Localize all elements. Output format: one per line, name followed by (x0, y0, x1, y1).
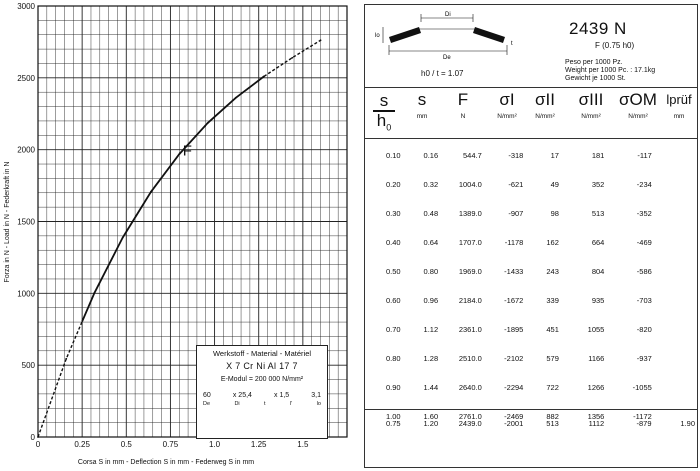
cell-sigma-om: -703 (636, 296, 652, 305)
x-tick-label: 0.5 (120, 440, 132, 449)
table-row (365, 286, 697, 315)
footer-divider (365, 409, 697, 410)
cell-s: 1.20 (423, 418, 439, 428)
cell-s-h0: 0.40 (385, 238, 401, 247)
cell-sigma-om: -879 (636, 418, 652, 428)
col-sym-sigma-3: σIII (578, 90, 604, 109)
col-head-s (409, 91, 435, 137)
dim-lo: 3,1 (311, 392, 321, 400)
dim-label-de: De (203, 401, 211, 408)
col-sym-l-pruef: lprüf (666, 92, 692, 107)
cell-sigma-om: -820 (636, 325, 652, 334)
cell-sigma-3: 1112 (588, 418, 605, 428)
data-point (122, 237, 124, 239)
y-axis-label: Forza in N - Load in N - Federkraft in N (4, 161, 11, 283)
cell-sigma-1: -907 (508, 209, 524, 218)
material-modulus: E-Modul = 200 000 N/mm² (220, 375, 304, 383)
cell-sigma-2: 243 (546, 267, 559, 276)
table-row (365, 228, 697, 257)
cell-s-h0: 0.20 (385, 180, 401, 189)
dim-label-lo: lo (316, 401, 321, 408)
cell-sigma-2: 513 (546, 418, 559, 428)
cell-s: 1.60 (423, 412, 439, 421)
y-tick-label: 3000 (17, 2, 35, 11)
cell-f: 2361.0 (458, 325, 482, 334)
data-point (178, 153, 180, 155)
cell-sigma-2: 98 (550, 209, 559, 218)
cell-sigma-1: -318 (508, 151, 524, 160)
cell-l-pruef (654, 170, 697, 199)
cell-f: 1969.0 (458, 267, 482, 276)
cell-l-pruef (654, 141, 697, 170)
data-table-panel (364, 4, 698, 468)
cell-sigma-om: -937 (636, 354, 652, 363)
col-unit-f: N (460, 113, 466, 120)
col-sym-sigma-1: σI (499, 90, 515, 109)
material-dim-labels (197, 401, 327, 408)
cell-s: 1.28 (423, 354, 439, 363)
x-tick-label: 1.5 (297, 440, 309, 449)
material-name: X 7 Cr Ni Al 17 7 (226, 361, 298, 372)
cell-l-pruef (654, 199, 697, 228)
cell-sigma-1: -621 (508, 180, 524, 189)
cell-f: 2640.0 (458, 383, 482, 392)
cell-f: 2761.0 (458, 412, 482, 421)
cell-sigma-1: -1672 (504, 296, 524, 305)
col-head-sigma-2 (527, 91, 563, 137)
cell-sigma-3: 513 (591, 209, 605, 218)
data-point (263, 75, 265, 77)
cell-sigma-3: 1266 (587, 383, 605, 392)
cell-l-pruef (654, 344, 697, 373)
col-unit-l-pruef: mm (673, 113, 685, 120)
dim-label-l: l' (289, 401, 293, 408)
col-head-l-pruef (663, 91, 695, 137)
cell-s-h0: 1.00 (385, 412, 401, 421)
cell-sigma-1: -1895 (504, 325, 524, 334)
results-table (365, 141, 697, 431)
data-point (235, 97, 237, 99)
cell-s: 1.12 (423, 325, 439, 334)
cell-sigma-om: -586 (636, 267, 652, 276)
cell-sigma-om: -469 (636, 238, 652, 247)
diagram-label-lo: lo (375, 33, 380, 39)
cell-f: 1389.0 (458, 209, 482, 218)
cell-sigma-om: -1055 (632, 383, 652, 392)
data-point (207, 122, 209, 124)
cell-sigma-om: -234 (636, 180, 652, 189)
cell-sigma-1: -2294 (504, 383, 524, 392)
cell-s: 0.80 (423, 267, 439, 276)
nominal-row-table (365, 411, 697, 435)
cell-s-h0: 0.30 (385, 209, 401, 218)
cell-sigma-3: 1055 (587, 325, 605, 334)
cell-f: 1004.0 (458, 180, 482, 189)
cell-s-h0: 0.10 (385, 151, 401, 160)
cell-l-pruef (654, 257, 697, 286)
x-tick-label: 0 (35, 440, 41, 449)
height-ratio: h0 / t = 1.07 (421, 69, 464, 78)
weight-line-en: Weight per 1000 Pc. : 17.1kg (565, 67, 656, 75)
table-row (365, 170, 697, 199)
cell-sigma-2: 17 (550, 151, 559, 160)
y-tick-labels (17, 2, 35, 442)
cell-s: 0.64 (423, 238, 439, 247)
cell-s: 0.16 (423, 151, 439, 160)
cell-s-h0: 0.90 (385, 383, 401, 392)
cell-sigma-1: -2469 (504, 412, 524, 421)
cell-f: 2510.0 (458, 354, 482, 363)
cell-sigma-3: 804 (591, 267, 605, 276)
data-point (320, 39, 322, 41)
cell-sigma-2: 49 (550, 180, 559, 189)
x-axis-label: Corsa S in mm - Deflection S in mm - Federweg S in mm (77, 459, 255, 466)
header-divider (365, 138, 697, 139)
cell-sigma-2: 339 (546, 296, 559, 305)
cell-l-pruef (654, 228, 697, 257)
cell-sigma-3: 352 (591, 180, 605, 189)
x-tick-label: 1.0 (209, 440, 221, 449)
cell-l-pruef (654, 373, 697, 402)
weights (565, 59, 655, 83)
cell-sigma-2: 882 (546, 412, 559, 421)
dim-di: x 25,4 (232, 392, 252, 400)
data-point (94, 292, 96, 294)
material-title: Werkstoff - Material - Matériel (212, 349, 312, 358)
dim-t: x 1,5 (274, 392, 290, 400)
cell-l-pruef: 1.90 (680, 418, 695, 428)
material-box (196, 345, 328, 439)
dim-de: 60 (203, 392, 211, 400)
cell-s-h0: 0.50 (385, 267, 401, 276)
cell-sigma-2: 722 (546, 383, 559, 392)
y-tick-label: 500 (21, 361, 35, 371)
cell-s-h0: 0.70 (385, 325, 401, 334)
cell-f: 544.7 (462, 151, 482, 160)
col-head-sigma-om (617, 91, 659, 137)
data-point (37, 436, 39, 438)
cell-l-pruef (654, 315, 697, 344)
diagram-label-de: De (443, 55, 451, 61)
col-unit-s: mm (416, 113, 428, 120)
cell-sigma-om: -352 (636, 209, 652, 218)
y-tick-label: 1500 (17, 217, 35, 227)
weight-line-de: Gewicht je 1000 St. (565, 75, 626, 83)
cell-s: 0.48 (423, 209, 439, 218)
dim-label-t: t (264, 401, 266, 408)
table-row-nominal (365, 411, 697, 435)
material-dims (197, 392, 327, 401)
cell-s-h0: 0.60 (385, 296, 401, 305)
cell-sigma-3: 181 (591, 151, 605, 160)
col-sym-sigma-2: σII (535, 90, 555, 109)
col-unit-sigma-2: N/mm² (535, 113, 555, 120)
spring-section-diagram (371, 9, 521, 69)
col-sym-sigma-om: σOM (619, 90, 657, 109)
series-line-f (82, 76, 264, 321)
cell-sigma-3: 935 (591, 296, 605, 305)
series-line-f-dashed-low (38, 322, 82, 437)
col-head-f (449, 91, 477, 137)
x-tick-label: 0.25 (74, 440, 90, 449)
cell-sigma-1: -2102 (504, 354, 524, 363)
cell-s: 1.44 (423, 383, 439, 392)
cell-sigma-2: 579 (546, 354, 559, 363)
data-point (150, 191, 152, 193)
table-row (365, 199, 697, 228)
col-sym-f: F (457, 90, 469, 109)
data-point (291, 57, 293, 59)
table-row (365, 315, 697, 344)
diagram-label-di: Di (445, 12, 451, 18)
col-unit-sigma-3: N/mm² (581, 113, 601, 120)
cell-sigma-3: 1166 (588, 354, 605, 363)
cell-s-h0: 0.75 (385, 418, 401, 428)
cell-sigma-2: 162 (546, 238, 559, 247)
col-sym-s: s (417, 90, 427, 109)
force-value: 2439 N (569, 19, 627, 38)
cell-sigma-1: -2001 (504, 418, 524, 428)
cell-s: 0.32 (423, 180, 439, 189)
table-row (365, 141, 697, 170)
cell-f: 1707.0 (458, 238, 482, 247)
col-unit-sigma-om: N/mm² (628, 113, 648, 120)
x-tick-label: 0.75 (162, 440, 179, 449)
cell-sigma-2: 451 (546, 325, 559, 334)
cell-sigma-1: -1433 (504, 267, 524, 276)
x-tick-label: 1.25 (250, 440, 267, 449)
cell-s-h0: 0.80 (385, 354, 401, 363)
col-unit-sigma-1: N/mm² (497, 113, 517, 120)
col-head-sigma-3 (571, 91, 611, 137)
cell-sigma-1: -1178 (504, 238, 524, 247)
cell-f: 2184.0 (458, 296, 482, 305)
diagram-label-t: t (511, 41, 513, 47)
table-row (365, 344, 697, 373)
cell-sigma-3: 1356 (587, 412, 605, 421)
table-row (365, 257, 697, 286)
cell-f: 2439.0 (458, 418, 482, 428)
cell-s: 0.96 (423, 296, 439, 305)
cell-sigma-3: 664 (591, 238, 605, 247)
y-tick-label: 0 (30, 433, 35, 442)
spring-header (365, 5, 697, 88)
y-tick-label: 2000 (17, 145, 35, 155)
y-tick-label: 1000 (17, 289, 35, 299)
cell-l-pruef (654, 286, 697, 315)
y-tick-label: 2500 (17, 73, 35, 83)
dim-label-di: Di (234, 401, 240, 408)
weight-line-it: Peso per 1000 Pz. (565, 59, 623, 66)
data-point (65, 358, 67, 360)
cell-sigma-om: -1172 (633, 412, 652, 421)
curve-label-f: F (182, 142, 192, 160)
table-row (365, 373, 697, 402)
cell-sigma-om: -117 (637, 151, 652, 160)
col-head-sigma-1 (489, 91, 525, 137)
force-label: F (0.75 h0) (595, 41, 635, 50)
x-tick-labels (36, 440, 309, 449)
col-head-s-h0: s $h_0$ (371, 93, 397, 135)
